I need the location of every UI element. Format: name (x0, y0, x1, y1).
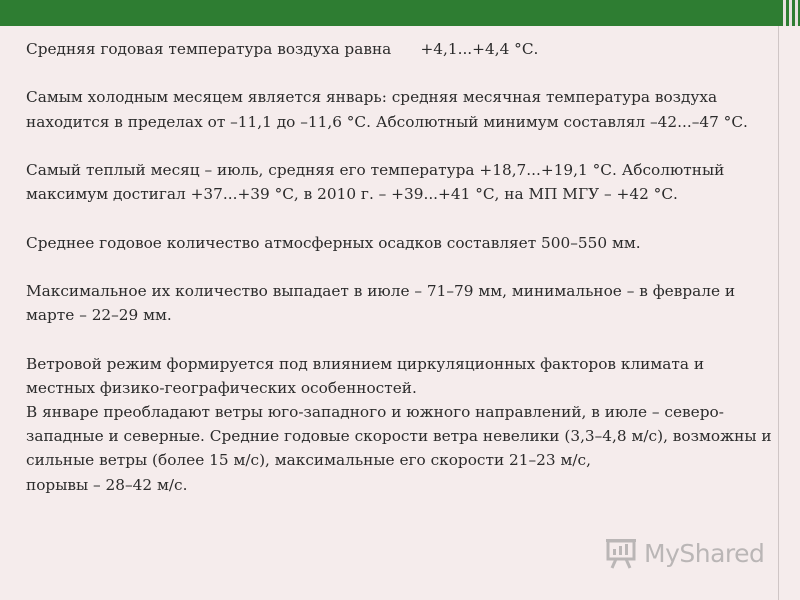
top-accent-bar (0, 0, 780, 26)
paragraph-gap (26, 61, 776, 85)
paragraph-gap (26, 206, 776, 230)
paragraph-annual-precipitation: Среднее годовое количество атмосферных осадков составляет 500–550 мм. (26, 233, 641, 252)
paragraph-wind-regime: Ветровой режим формируется под влиянием циркуляционных факторов климата и местных физико-географических особенностей. (26, 354, 705, 397)
paragraph-gap (26, 134, 776, 158)
watermark (604, 535, 764, 571)
presentation-board-icon (604, 536, 638, 570)
top-stripes-decoration (780, 0, 800, 26)
paragraph-annual-temperature: Средняя годовая температура воздуха равна +4,1...+4,4 °С. (26, 40, 539, 58)
paragraph-wind-gusts: порывы – 28–42 м/с. (26, 475, 188, 494)
paragraph-precipitation-extremes: Максимальное их количество выпадает в июле – 71–79 мм, минимальное – в феврале и марте – 22–29 мм. (26, 281, 736, 325)
right-border-line (778, 26, 779, 600)
paragraph-warmest-month: Самый теплый месяц – июль, средняя его температура +18,7...+19,1 °С. Абсолютный максимум достигал +37...+39 °С, в 2010 г. – +39...+41 °С, на МП МГУ – +42 °С. (26, 160, 725, 204)
paragraph-gap (26, 255, 776, 279)
slide-text-body (26, 37, 776, 497)
paragraph-gap (26, 327, 776, 351)
paragraph-coldest-month: Самым холодным месяцем является январь: средняя месячная температура воздуха находится в пределах от –11,1 до –11,6 °С. Абсолютный минимум составлял –42...–47 °С. (26, 88, 748, 131)
paragraph-wind-directions: В январе преобладают ветры юго-западного и южного направлений, в июле – северо-западные и северные. Средние годовые скорости ветра невелики (3,3–4,8 м/с), возможны и сильные ветры (более 15 м/с), максимальные его скорости 21–23 м/с, (26, 402, 772, 470)
watermark-text: MyShared (644, 538, 765, 568)
